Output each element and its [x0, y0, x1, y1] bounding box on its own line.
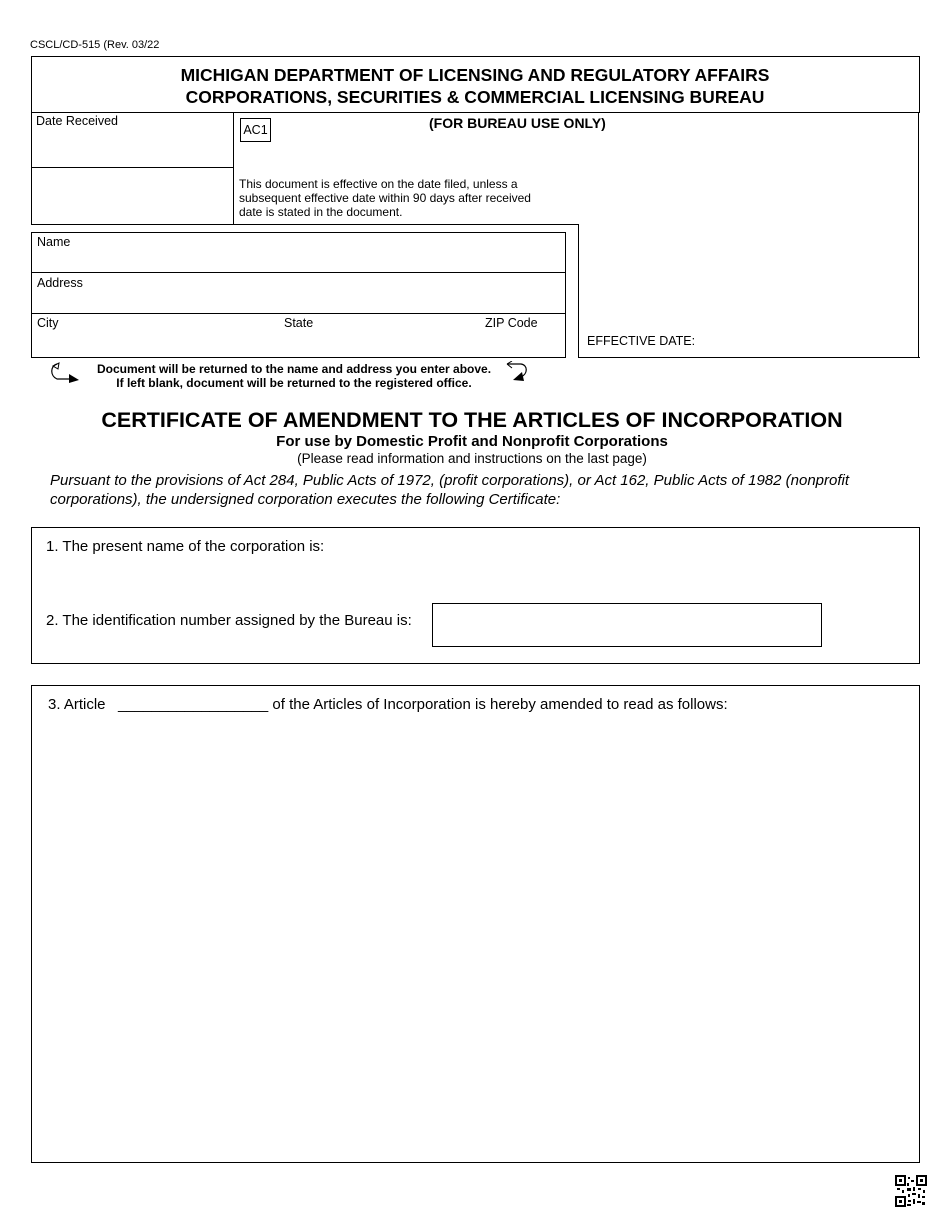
- form-id: CSCL/CD-515 (Rev. 03/22: [30, 39, 160, 51]
- date-received-label: Date Received: [36, 114, 118, 128]
- item-3-line: [48, 696, 728, 713]
- curved-arrow-icon: [503, 361, 531, 383]
- effective-date-label: EFFECTIVE DATE:: [587, 334, 696, 348]
- zip-code-field[interactable]: ZIP Code: [485, 316, 538, 330]
- address-divider: [31, 313, 566, 314]
- return-address-box: [31, 232, 566, 358]
- item-1-label: 1. The present name of the corporation is:: [46, 538, 325, 555]
- bureau-bottom-line: [31, 224, 578, 225]
- item-3-suffix: of the Articles of Incorporation is hereby amended to read as follows:: [272, 696, 728, 713]
- certificate-subtitle: For use by Domestic Profit and Nonprofit Corporations: [276, 433, 668, 450]
- effective-note: This document is effective on the date filed, unless a subsequent effective date within 90 days after received date is stated in the document.: [239, 177, 531, 219]
- article-number-blank[interactable]: __________________: [118, 696, 269, 713]
- qr-code-icon: [895, 1175, 927, 1212]
- ac1-label: AC1: [243, 123, 268, 137]
- item-3-prefix: 3. Article: [48, 696, 106, 713]
- preamble: Pursuant to the provisions of Act 284, Public Acts of 1972, (profit corporations), or Act 162, Public Acts of 1982 (nonprofit corporations), the undersigned corporation executes the following Certificate:: [50, 472, 850, 508]
- date-received-divider: [31, 167, 233, 168]
- return-note-line2: If left blank, document will be returned to the registered office.: [116, 376, 472, 390]
- instructions-note: (Please read information and instructions on the last page): [297, 451, 647, 466]
- state-field[interactable]: State: [284, 316, 314, 330]
- bureau-use-only-label: (FOR BUREAU USE ONLY): [429, 115, 606, 131]
- amendment-text-area[interactable]: [36, 724, 914, 1156]
- effective-date-bottom: [578, 357, 920, 358]
- certificate-title: CERTIFICATE OF AMENDMENT TO THE ARTICLES OF INCORPORATION: [101, 408, 843, 432]
- bureau-name: CORPORATIONS, SECURITIES & COMMERCIAL LICENSING BUREAU: [185, 87, 765, 107]
- city-field[interactable]: City: [37, 316, 59, 330]
- item-2-label: 2. The identification number assigned by the Bureau is:: [46, 612, 412, 629]
- address-field[interactable]: Address: [37, 276, 83, 290]
- agency-name: MICHIGAN DEPARTMENT OF LICENSING AND REGULATORY AFFAIRS: [180, 65, 770, 85]
- name-divider: [31, 272, 566, 273]
- return-note-line1: Document will be returned to the name and address you enter above.: [96, 362, 492, 376]
- identification-number-input[interactable]: [432, 603, 822, 647]
- bureau-divider: [233, 112, 234, 225]
- bureau-right-border: [918, 112, 919, 358]
- name-field[interactable]: Name: [37, 235, 71, 249]
- bureau-left-border: [31, 112, 32, 225]
- effective-date-left-border: [578, 224, 579, 358]
